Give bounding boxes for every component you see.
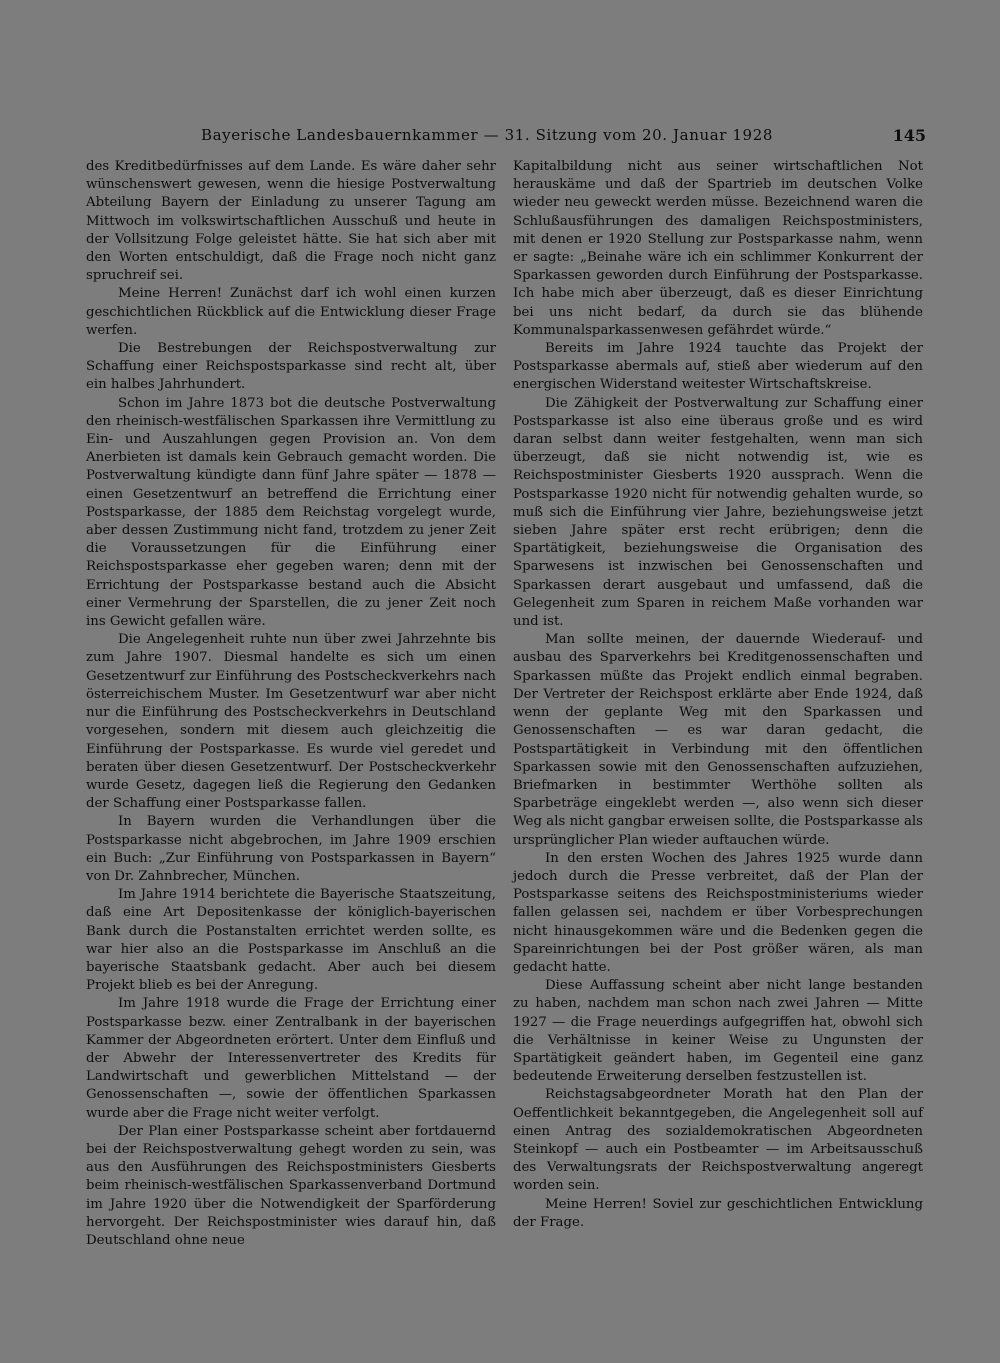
right-column [513, 158, 923, 1232]
paragraph: Die Bestrebungen der Reichspostverwaltung zur Schaffung einer Reichspostsparkasse sind recht alt, über ein halbes Jahrhundert. [86, 341, 496, 393]
paragraph: Meine Herren! Zunächst darf ich wohl einen kurzen geschichtlichen Rückblick auf die Entwicklung dieser Frage werfen. [86, 286, 496, 338]
paragraph: Kapitalbildung nicht aus seiner wirtschaftlichen Not herauskäme und daß der Spartrieb im deutschen Volke wieder neu geweckt werden müsse. Bezeichnend waren die Schlußausführungen des damaligen Reichspostministers, mit denen er 1920 Stellung zur Postsparkasse nahm, wenn er sagte: „Beinahe wäre ich ein schlimmer Konkurrent der Sparkassen geworden durch Einführung der Postsparkasse. Ich habe mich aber überzeugt, daß es dieser Einrichtung bei uns nicht bedarf, da durch sie das blühende Kommunalsparkassenwesen gefährdet würde.“ [513, 159, 923, 338]
paragraph: Der Plan einer Postsparkasse scheint aber fortdauernd bei der Reichspostverwaltung gehegt worden zu sein, was aus den Ausführungen des Reichspostministers Giesberts beim rheinisch-westfälischen Sparkassenverband Dortmund im Jahre 1920 über die Notwendigkeit der Sparförderung hervorgeht. Der Reichspostminister wies darauf hin, daß Deutschland ohne neue [86, 1123, 496, 1248]
paragraph: In Bayern wurden die Verhandlungen über die Postsparkasse nicht abgebrochen, im Jahre 1909 erschien ein Buch: „Zur Einführung von Postsparkassen in Bayern“ von Dr. Zahnbrecher, München. [86, 814, 496, 884]
paragraph: Diese Auffassung scheint aber nicht lange bestanden zu haben, nachdem man schon nach zwei Jahren — Mitte 1927 — die Frage neuerdings aufgegriffen hat, obwohl sich die Verhältnisse in keiner Weise zu Ungunsten der Spartätigkeit geändert haben, im Gegenteil eine ganz bedeutende Erweiterung derselben festzustellen ist. [513, 978, 923, 1085]
paragraph: Die Zähigkeit der Postverwaltung zur Schaffung einer Postsparkasse ist also eine überaus große und es wird daran selbst dann weiter festgehalten, wenn man sich überzeugt, daß sie nicht notwendig ist, wie es Reichspostminister Giesberts 1920 aussprach. Wenn die Postsparkasse 1920 nicht für notwendig gehalten wurde, so muß sich die Einführung vier Jahre, beziehungsweise jetzt sieben Jahre später erst recht erübrigen; denn die Spartätigkeit, beziehungsweise die Organisation des Sparwesens ist inzwischen bei Genossenschaften und Sparkassen derart ausgebaut und umfassend, daß die Gelegenheit zum Sparen in reichem Maße vorhanden war und ist. [513, 395, 923, 630]
page-number: 145 [892, 126, 926, 145]
paragraph: In den ersten Wochen des Jahres 1925 wurde dann jedoch durch die Presse verbreitet, daß der Plan der Postsparkasse seitens des Reichspostministeriums wieder fallen gelassen sei, nachdem er über Vorbesprechungen nicht hinausgekommen wäre und die Bedenken gegen die Spareinrichtungen bei der Post größer wären, als man gedacht hatte. [513, 850, 923, 975]
paragraph: des Kreditbedürfnisses auf dem Lande. Es wäre daher sehr wünschenswert gewesen, wenn die hiesige Postverwaltung Abteilung Bayern der Einladung zu unserer Tagung am Mittwoch im volkswirtschaftlichen Ausschuß und heute in der Vollsitzung Folge geleistet hätte. Sie hat sich aber mit den Worten entschuldigt, daß die Frage noch nicht ganz spruchreif sei. [86, 159, 496, 284]
paragraph: Man sollte meinen, der dauernde Wiederauf- und ausbau des Sparverkehrs bei Kreditgenossenschaften und Sparkassen müßte das Projekt endlich einmal begraben. Der Vertreter der Reichspost erklärte aber Ende 1924, daß wenn der geplante Weg mit den Sparkassen und Genossenschaften — es war daran gedacht, die Postspartätigkeit in Verbindung mit den öffentlichen Sparkassen sowie mit den Genossenschaften aufzuziehen, Briefmarken in bestimmter Werthöhe sollten als Sparbeträge eingeklebt werden —, also wenn sich dieser Weg als nicht gangbar erweisen sollte, die Postsparkasse als ursprünglicher Plan wieder auftauchen würde. [513, 632, 923, 848]
paragraph: Die Angelegenheit ruhte nun über zwei Jahrzehnte bis zum Jahre 1907. Diesmal handelte es sich um einen Gesetzentwurf zur Einführung des Postscheckverkehrs nach österreichischem Muster. Im Gesetzentwurf war aber nicht nur die Einführung des Postscheckverkehrs in Deutschland vorgesehen, sondern mit diesem auch gleichzeitig die Einführung der Postsparkasse. Es wurde viel geredet und beraten über diesen Gesetzentwurf. Der Postscheckverkehr wurde Gesetz, dagegen ließ die Regierung den Gedanken der Schaffung einer Postsparkasse fallen. [86, 632, 496, 812]
paragraph: Meine Herren! Soviel zur geschichtlichen Entwicklung der Frage. [513, 1196, 923, 1230]
page-header [86, 126, 926, 150]
paragraph: Reichstagsabgeordneter Morath hat den Plan der Oeffentlichkeit bekanntgegeben, die Angelegenheit soll auf einen Antrag des sozialdemokratischen Abgeordneten Steinkopf — auch ein Postbeamter — im Arbeitsausschuß des Verwaltungsrats der Reichspostverwaltung angeregt worden sein. [513, 1087, 923, 1194]
paragraph: Im Jahre 1914 berichtete die Bayerische Staatszeitung, daß eine Art Depositenkasse der königlich-bayerischen Bank durch die Postanstalten errichtet werden sollte, es war hier also an die Postsparkasse im Anschluß an die bayerische Staatsbank gedacht. Aber auch bei diesem Projekt blieb es bei der Anregung. [86, 887, 496, 994]
paragraph: Schon im Jahre 1873 bot die deutsche Postverwaltung den rheinisch-westfälischen Sparkassen ihre Vermittlung zu Ein- und Auszahlungen gegen Provision an. Von dem Anerbieten ist damals kein Gebrauch gemacht worden. Die Postverwaltung kündigte dann fünf Jahre später — 1878 — einen Gesetzentwurf an betreffend die Errichtung einer Postsparkasse, der 1885 dem Reichstag vorgelegt wurde, aber dessen Zustimmung nicht fand, trotzdem zu jener Zeit die Voraussetzungen für die Einführung einer Reichspostsparkasse eher gegeben waren; denn mit der Errichtung der Postsparkasse bestand auch die Absicht einer Vermehrung der Sparstellen, die zu jener Zeit noch ins Gewicht gefallen wäre. [86, 395, 496, 630]
paragraph: Im Jahre 1918 wurde die Frage der Errichtung einer Postsparkasse bezw. einer Zentralbank in der bayerischen Kammer der Abgeordneten erörtert. Unter dem Einfluß und der Abwehr der Interessenvertreter des Kredits für Landwirtschaft und gewerblichen Mittelstand — der Genossenschaften —, sowie der öffentlichen Sparkassen wurde aber die Frage nicht weiter verfolgt. [86, 996, 496, 1121]
paragraph: Bereits im Jahre 1924 tauchte das Projekt der Postsparkasse abermals auf, stieß aber wiederum auf den energischen Widerstand weitester Wirtschaftskreise. [513, 341, 923, 393]
running-head: Bayerische Landesbauernkammer — 31. Sitzung vom 20. Januar 1928 [201, 126, 773, 144]
left-column [86, 158, 496, 1250]
